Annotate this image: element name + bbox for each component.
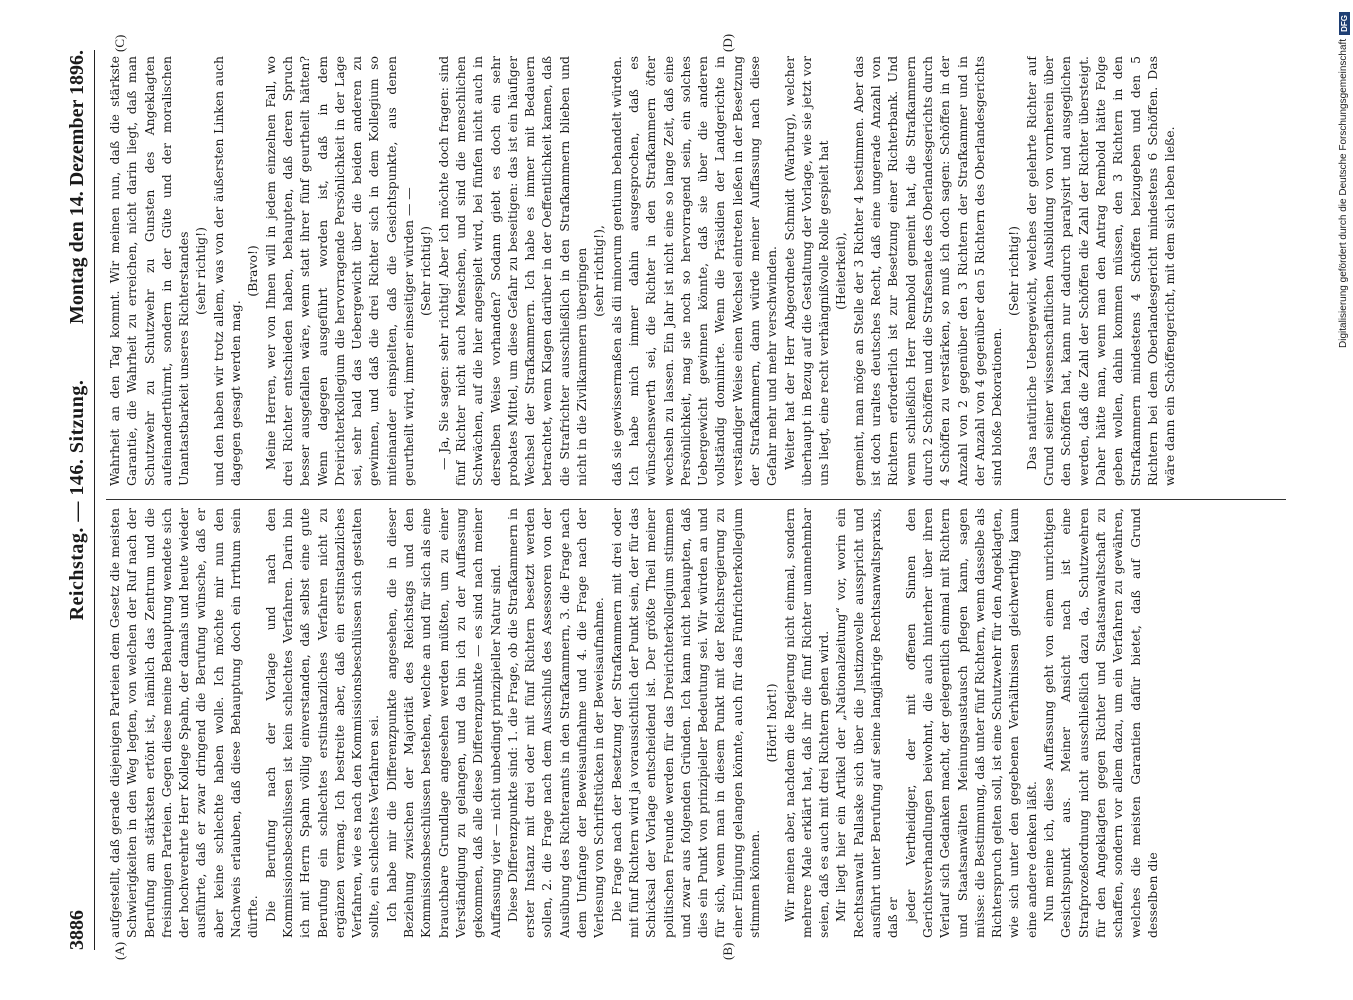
left-text-column (106, 508, 1286, 938)
interjection: (sehr richtig!), (591, 225, 607, 317)
paragraph: Die Frage nach der Besetzung der Strafkammern mit drei oder mit fünf Richtern wird ja voraussichtlich der Punkt sein, der für das Schicksal der Vorlage entscheidend ist. Der größte Theil meiner politischen Freunde werden für das Dreirichterkollegium stimmen und zwar aus folgenden Gründen. Ich kann nicht behaupten, daß dies ein Punkt von prinzipieller Bedeutung sei. Wir würden an und für sich, wenn man in diesem Punkt mit der Reichsregierung zu einer Einigung gelangen könnte, auch für das Fünfrichterkollegium stimmen können. (608, 508, 762, 938)
paragraph: Weiter hat der Herr Abgeordnete Schmidt (Warburg), welcher überhaupt in Bezug auf die Gestaltung der Vorlage, wie sie jetzt vor uns liegt, eine recht verhängnißvolle Rolle gespielt hat (781, 56, 832, 486)
column-divider (106, 499, 1286, 500)
credit-text: Digitalisierung gefördert durch die Deutsche Forschungsgemeinschaft (1338, 38, 1349, 348)
interjection: (Sehr richtig!) (418, 226, 434, 316)
interjection: (sehr richtig!) (193, 227, 209, 315)
paragraph: Das natürliche Uebergewicht, welches der gelehrte Richter auf Grund seiner wissenschaftlichen Ausbildung von vornherein über den Schöffen hat, kann nur dadurch paralysirt und ausgeglichen werden, daß die Zahl der Schöffen die Zahl der Richter übersteigt. Daher hätte man, wenn man den Antrag Rembold hätte Folge geben wollen, dahin kommen müssen, den 3 Richtern in den Strafkammern mindestens 4 Schöffen beizugeben und den 5 Richtern bei dem Oberlandesgericht mindestens 6 Schöffen. Das wäre dann ein Schöffengericht, mit dem sich leben ließe. (1023, 56, 1178, 486)
paragraph: Nun meine ich, diese Auffassung geht von einem unrichtigen Gesichtspunkt aus. Meiner Ansicht nach ist eine Strafprozeßordnung nicht ausschließlich dazu da, Schutzwehren für den Angeklagten gegen Richter und Staatsanwaltschaft zu schaffen, sondern vor allem dazu, um ein Verfahren zu gewähren, welches die meisten Garantien dafür bietet, daß auf Grund desselben die (1041, 508, 1160, 938)
dfg-logo: DFG (1339, 12, 1350, 35)
interjection: (Hört! hört!) (764, 683, 780, 763)
right-text-column (106, 56, 1286, 486)
margin-mark-a: (A) (112, 941, 127, 960)
paragraph: aufgestellt, daß gerade diejenigen Parteien dem Gesetz die meisten Schwierigkeiten in den Weg legten, von welchen der Ruf nach der Berufung am stärksten ertönt ist, nämlich das Zentrum und die freisinnigen Parteien. Gegen diese meine Behauptung wendete sich der hochverehrte Herr Kollege Spahn, der damals und heute wieder ausführte, daß er zwar dringend die Berufung wünsche, daß er aber keine schlechte haben wolle. Ich möchte mir nun den Nachweis erlauben, daß diese Behauptung doch ein Irrthum sein dürfte. (107, 508, 261, 938)
rotated-page (60, 33, 1300, 960)
paragraph: Meine Herren, wer von Ihnen will in jedem einzelnen Fall, wo drei Richter entschieden haben, behaupten, daß deren Spruch besser ausgefallen wäre, wenn statt ihrer fünf geurtheilt hätten? Wenn dagegen ausgeführt worden ist, daß in dem Dreirichterkollegium die hervorragende Persönlichkeit in der Lage sei, sehr bald das Uebergewicht über die beiden anderen zu gewinnen, und daß die drei Richter sich in dem Kollegium so miteinander einspielten, daß die Gesichtspunkte, aus denen geurtheilt wird, immer einseitiger würden — — (262, 56, 417, 486)
margin-mark-d: (D) (720, 33, 735, 52)
paragraph: Diese Differenzpunkte sind: 1. die Frage, ob die Strafkammern in erster Instanz mit drei oder mit fünf Richtern besetzt werden sollen, 2. die Frage nach dem Ausschluß des Assessoren von der Ausübung des Richteramts in den Strafkammern, 3. die Frage nach dem Umfange der Beweisaufnahme und 4. die Frage nach der Verlesung von Schriftstücken in der Beweisaufnahme. (504, 508, 607, 938)
digitization-credit (1338, 12, 1350, 992)
interjection: (Heiterkeit), (833, 232, 849, 310)
paragraph: Wir meinen aber, nachdem die Regierung nicht einmal, sondern mehrere Male erklärt hat, daß ihr die fünf Richter unannehmbar seien, daß es auch mit drei Richtern gehen wird. (781, 508, 832, 938)
paragraph: Ich habe mir die Differenzpunkte angesehen, die in dieser Beziehung zwischen der Majorität des Reichstags und den Kommissionsbeschlüssen bestehen, welche an und für sich als eine brauchbare Grundlage angesehen werden müßten, um zu einer Verständigung zu gelangen, und da bin ich zu der Auffassung gekommen, daß alle diese Differenzpunkte — es sind nach meiner Auffassung vier — nicht unbedingt prinzipieller Natur sind. (383, 508, 503, 938)
margin-mark-c: (C) (112, 34, 127, 52)
paragraph: jeder Vertheidiger, der mit offenen Sinnen den Gerichtsverhandlungen beiwohnt, die auch hinterher über ihren Verlauf sich Gedanken macht, der gelegentlich einmal mit Richtern und Staatsanwälten Meinungsaustausch pflegen kann, sagen müsse: die Bestimmung, daß unter fünf Richtern, wenn dasselbe als Richterspruch gelten soll, ist eine Schutzwehr für den Angeklagten, wie sich unter den gegebenen Verhältnissen gleichwerthig kaum eine andere denken läßt. (902, 508, 1039, 938)
paragraph: Die Berufung nach der Vorlage und nach den Kommissionsbeschlüssen ist kein schlechtes Verfahren. Darin bin ich mit Herrn Spahn völlig einverstanden, daß selbst eine gute Berufung ein schlechtes erstinstanzliches Verfahren nicht zu ergänzen vermag. Ich bestreite aber, daß ein erstinstanzliches Verfahren, wie es nach den Kommissionsbeschlüssen sich gestalten sollte, ein schlechtes Verfahren sei. (262, 508, 382, 938)
paragraph: daß sie gewissermaßen als dii minorum gentium behandelt würden. Ich habe mich immer dahin ausgesprochen, daß es wünschenswerth sei, die Richter in den Strafkammern öfter wechseln zu lassen. Ein Jahr ist nicht eine so lange Zeit, daß eine Persönlichkeit, mag sie noch so hervorragend sein, ein solches Uebergewicht gewinnen könnte, daß sie über die anderen vollständig dominirte. Wenn die Präsidien der Landgerichte in verständiger Weise einen Wechsel eintreten ließen in der Besetzung der Strafkammern, dann würde meiner Auffassung nach diese Gefahr mehr und mehr verschwinden. (608, 56, 780, 486)
session-title: Reichstag. — 146. Sitzung. (66, 379, 88, 621)
interjection: (Bravo!) (245, 245, 261, 297)
paragraph: Wahrheit an den Tag kommt. Wir meinen nun, daß die stärkste Garantie, die Wahrheit zu erreichen, nicht darin liegt, daß man Schutzwehr zu Schutzwehr zu Gunsten des Angeklagten aufeinanderthürmt, sondern in der Güte und der moralischen Unantastbarkeit unseres Richterstandes (107, 56, 192, 486)
paragraph: Mir liegt hier ein Artikel der „Nationalzeitung“ vor, worin ein Rechtsanwalt Pallaske sich über die Justiznovelle ausspricht und ausführt unter Berufung auf seine langjährige Rechtsanwaltspraxis, daß er (833, 508, 901, 938)
paragraph: und den haben wir trotz allem, was von der äußersten Linken auch dagegen gesagt werden mag. (210, 56, 244, 486)
margin-mark-b: (B) (720, 942, 735, 960)
paragraph: gemeint, man möge an Stelle der 3 Richter 4 bestimmen. Aber das ist doch uraltes deutsches Recht, daß eine ungerade Anzahl von Richtern erforderlich ist zur Besetzung einer Richterbank. Und wenn schließlich Herr Rembold gemeint hat, die Strafkammern durch 2 Schöffen und die Strafsenate des Oberlandesgerichts durch 4 Schöffen zu verstärken, so muß ich doch sagen: Schöffen in der Anzahl von 2 gegenüber den 3 Richtern der Strafkammer und in der Anzahl von 4 gegenüber den 5 Richtern des Oberlandesgerichts sind bloße Dekorationen. (850, 56, 1005, 486)
session-date: Montag den 14. Dezember 1896. (66, 50, 88, 325)
interjection: (Sehr richtig!) (1006, 226, 1022, 316)
page-header (60, 50, 95, 950)
page-number: 3886 (66, 910, 88, 950)
paragraph: — Ja, Sie sagen: sehr richtig! Aber ich möchte doch fragen: sind fünf Richter nicht auch Menschen, und sind die menschlichen Schwächen, auf die hier angespielt wird, bei fünfen nicht auch in derselben Weise vorhanden? Sodann giebt es doch ein sehr probates Mittel, um diese Gefahr zu beseitigen: das ist ein häufiger Wechsel der Strafkammern. Ich habe es immer mit Bedauern betrachtet, wenn Klagen darüber in der Oeffentlichkeit kamen, daß die Strafrichter ausschließlich in den Strafkammern blieben und nicht in die Zivilkammern übergingen (435, 56, 590, 486)
